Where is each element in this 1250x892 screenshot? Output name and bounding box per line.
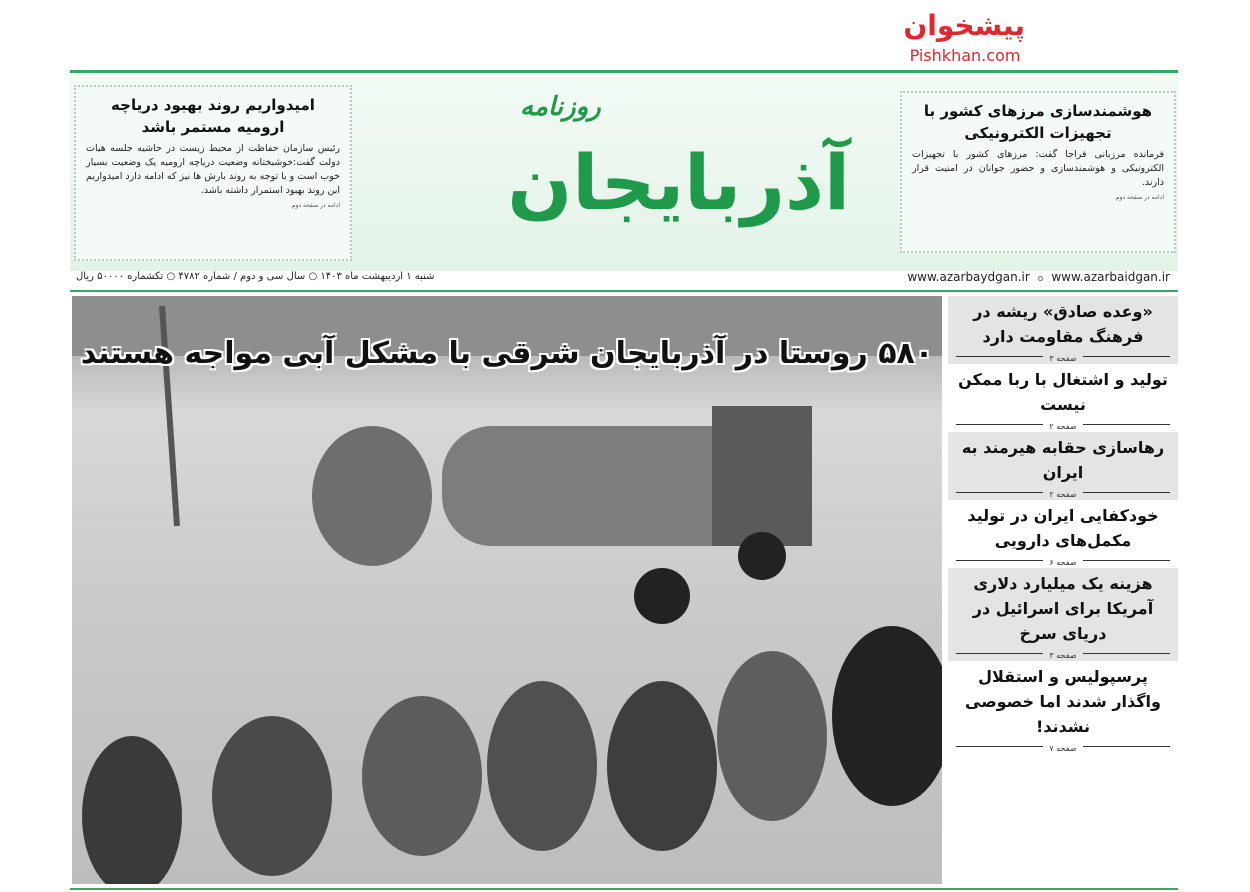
sidebar-headlines bbox=[948, 296, 1178, 886]
sidebar-item[interactable] bbox=[948, 661, 1178, 754]
sidebar-item[interactable] bbox=[948, 568, 1178, 661]
page-ref-label: صفحه ۳ bbox=[1043, 651, 1082, 660]
right-teaser-box[interactable] bbox=[900, 91, 1176, 253]
page-ref bbox=[952, 740, 1174, 752]
url-link[interactable]: www.azarbaydgan.ir bbox=[907, 270, 1030, 284]
sidebar-item[interactable] bbox=[948, 296, 1178, 364]
sidebar-item[interactable] bbox=[948, 364, 1178, 432]
masthead bbox=[70, 70, 1178, 271]
logo-subtitle: روزنامه bbox=[520, 92, 601, 122]
pishkhan-watermark bbox=[905, 0, 1025, 86]
main-headline[interactable]: ۵۸۰ روستا در آذربایجان شرقی با مشکل آبی مواجه هستند bbox=[80, 336, 934, 371]
watermark-en: Pishkhan.com bbox=[909, 46, 1021, 65]
issue-date: شنبه ۱ اردیبهشت ماه ۱۴۰۳ ○ سال سی و دوم / شماره ۴۷۸۲ ○ تکشماره ۵۰۰۰۰ ریال bbox=[76, 271, 435, 282]
right-teaser-continue: ادامه در صفحه دوم bbox=[1115, 194, 1164, 201]
logo-title: آذربایجان bbox=[507, 138, 850, 227]
photo-illustration bbox=[72, 296, 942, 884]
info-bar bbox=[70, 268, 1178, 292]
page-ref-label: صفحه ۲ bbox=[1043, 422, 1082, 431]
main-photo[interactable] bbox=[72, 296, 942, 884]
sidebar-item[interactable] bbox=[948, 432, 1178, 500]
page-ref bbox=[952, 554, 1174, 566]
separator: o bbox=[1037, 274, 1044, 284]
page-ref-label: صفحه ۶ bbox=[1043, 558, 1082, 567]
sidebar-item-title: خودکفایی ایران در تولید مکمل‌های دارویی bbox=[967, 506, 1159, 550]
page-ref bbox=[952, 647, 1174, 659]
sidebar-item-title: پرسپولیس و استقلال واگذار شدند اما خصوصی نشدند! bbox=[965, 667, 1161, 736]
sidebar-item[interactable] bbox=[948, 500, 1178, 568]
sidebar-item-title: تولید و اشتغال با ربا ممکن نیست bbox=[958, 370, 1168, 414]
sidebar-item-title: رهاسازی حقابه هیرمند به ایران bbox=[961, 438, 1165, 482]
left-teaser-box[interactable] bbox=[74, 85, 352, 261]
watermark-fa: پیشخوان bbox=[903, 9, 1025, 42]
right-teaser-body: فرمانده مرزبانی فراجا گفت: مرزهای کشور با تجهیزات الکترونیکی و هوشمندسازی و حضور جوانان در امنیت قرار دارند. bbox=[912, 149, 1164, 188]
left-teaser-title: امیدواریم روند بهبود دریاچه ارومیه مستمر باشد bbox=[111, 96, 315, 136]
left-teaser-continue: ادامه در صفحه دوم bbox=[291, 202, 340, 209]
newspaper-logo bbox=[370, 73, 870, 271]
bottom-divider bbox=[70, 888, 1178, 890]
page-ref bbox=[952, 486, 1174, 498]
page-ref bbox=[952, 350, 1174, 362]
right-teaser-title: هوشمندسازی مرزهای کشور با تجهیزات الکترونیکی bbox=[923, 102, 1153, 142]
website-urls bbox=[907, 270, 1170, 284]
page-ref bbox=[952, 418, 1174, 430]
page-ref-label: صفحه ۳ bbox=[1043, 354, 1082, 363]
sidebar-item-title: «وعده صادق» ریشه در فرهنگ مقاومت دارد bbox=[973, 302, 1153, 346]
page-ref-label: صفحه ۷ bbox=[1043, 744, 1082, 753]
left-teaser-body: رئیس سازمان حفاظت از محیط زیست در حاشیه جلسه هیات دولت گفت:خوشبختانه وضعیت دریاچه ارومیه یک وضعیت بسیار خوب است و با توجه به روند بارش ها نیز که ادامه دارد امیدواریم این روند بهبود استمرار داشته باشد. bbox=[86, 143, 340, 196]
page-ref-label: صفحه ۲ bbox=[1043, 490, 1082, 499]
sidebar-item-title: هزینه یک میلیارد دلاری آمریکا برای اسرائیل در دریای سرخ bbox=[972, 574, 1154, 643]
url-link[interactable]: www.azarbaidgan.ir bbox=[1051, 270, 1170, 284]
